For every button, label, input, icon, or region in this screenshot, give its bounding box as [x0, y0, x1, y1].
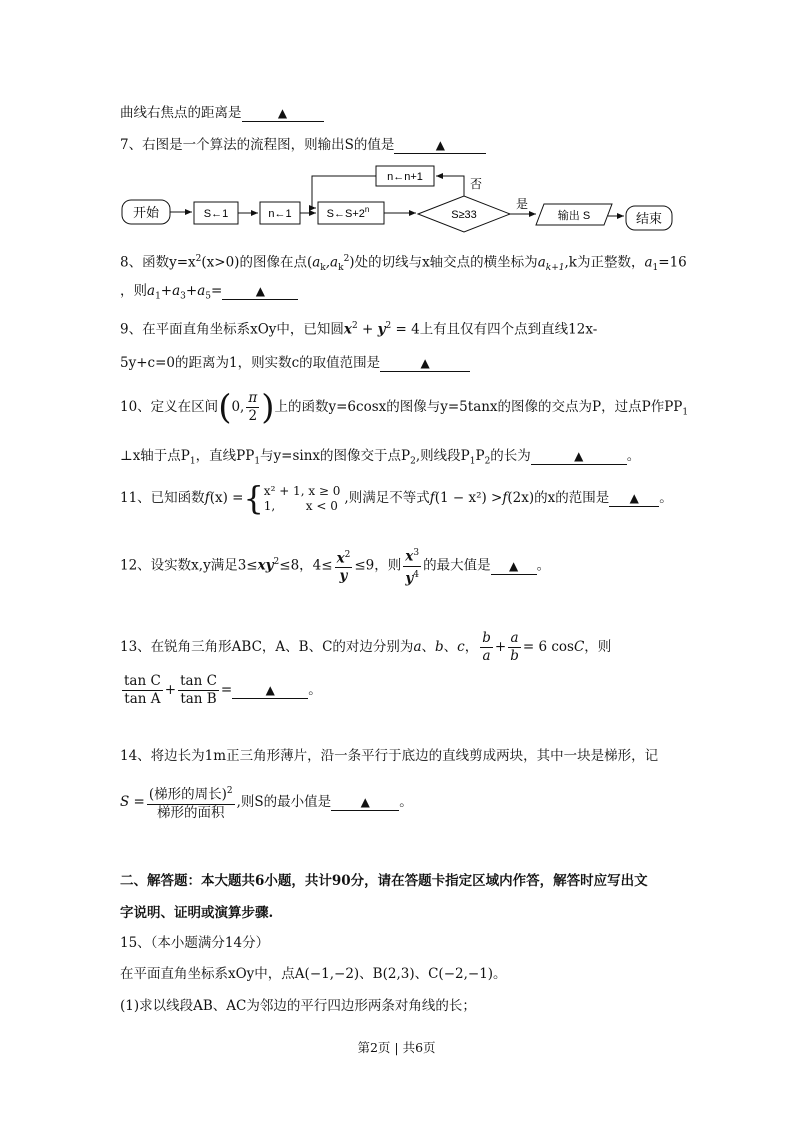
- triangle-icon: ▲: [435, 138, 445, 152]
- answer-blank[interactable]: [491, 558, 537, 575]
- q15-line1: 在平面直角坐标系xOy中，点A(−1,−2)、B(2,3)、C(−2,−1)。: [120, 966, 507, 982]
- q6-tail: 曲线右焦点的距离是 ▲: [120, 103, 324, 123]
- triangle-icon: ▲: [420, 356, 430, 370]
- triangle-icon: ▲: [574, 449, 584, 463]
- n-update-label: n←n+1: [387, 171, 423, 183]
- triangle-icon: ▲: [629, 491, 639, 505]
- end-label: 结束: [635, 211, 663, 226]
- output-label: 输出 S: [557, 210, 591, 222]
- answer-blank[interactable]: [531, 448, 627, 465]
- start-label: 开始: [132, 205, 160, 220]
- section2-heading-line2: 字说明、证明或演算步骤.: [120, 905, 274, 921]
- section2-heading: 二、解答题：本大题共6小题，共计90分，请在答题卡指定区域内作答，解答时应写出文: [120, 873, 648, 889]
- fraction: $\frac{x^3}{y^4}$: [403, 545, 421, 587]
- fraction: $\frac{a}{b}$: [510, 630, 519, 664]
- triangle-icon: ▲: [508, 558, 519, 573]
- answer-blank[interactable]: [380, 355, 470, 372]
- q14-line2: S = $\frac{(梯形的周长)^2}{\text{梯形的面积}}$ ,则S的最小值是 ▲ 。: [120, 780, 413, 824]
- answer-blank[interactable]: [242, 105, 324, 122]
- q13: 13、在锐角三角形ABC，A、B、C的对边分别为a、b、c， $\frac{b}{a}$ + $\frac{a}{b}$ = 6 cosC，则: [120, 630, 612, 664]
- q9-line2: 5y+c=0的距离为1，则实数c的取值范围是 ▲: [120, 353, 470, 373]
- condition-label: S≥33: [451, 209, 477, 221]
- q7: 7、右图是一个算法的流程图，则输出S的值是 ▲: [120, 135, 486, 155]
- q9: 9、在平面直角坐标系xOy中，已知圆$x^2 + y^2 = 4$上有且仅有四个点到直线12x-: [120, 321, 598, 338]
- answer-blank[interactable]: [222, 283, 298, 300]
- triangle-icon: ▲: [360, 795, 370, 809]
- no-label: 否: [469, 177, 483, 191]
- fraction: $\frac{b}{a}$: [482, 630, 491, 664]
- triangle-icon: ▲: [265, 683, 275, 697]
- fraction: $\frac{(梯形的周长)^2}{\text{梯形的面积}}$: [147, 783, 235, 822]
- q15-header: 15、（本小题满分14分）: [120, 935, 270, 951]
- fraction: $\frac{\pi}{2}$: [248, 390, 258, 424]
- yes-label: 是: [515, 197, 529, 211]
- fraction: $\frac{\text{tan C}}{\text{tan B}}$: [180, 673, 217, 707]
- q11: 11、已知函数f(x) ={ x² + 1, x ≥ 0 1, x < 0 ,则满足不等式f(1 − x²) >f(2x)的x的范围是 ▲ 。: [120, 479, 673, 518]
- triangle-icon: ▲: [255, 284, 265, 298]
- answer-blank[interactable]: [232, 682, 308, 699]
- q15-line2: (1)求以线段AB、AC为邻边的平行四边形两条对角线的长；: [120, 998, 476, 1014]
- flowchart: [118, 162, 678, 240]
- n-init-label: n←1: [268, 208, 292, 220]
- q13-line2: $\frac{\text{tan C}}{\text{tan A}}$ + $\frac{\text{tan C}}{\text{tan B}}$ = ▲ 。: [124, 673, 322, 707]
- fraction: $\frac{x^2}{y}$: [335, 547, 353, 586]
- q10-line2: ⊥x轴于点$P_1$，直线$PP_1$与y=sinx的图像交于点$P_2$,则线段$P_1P_2$的长为 ▲ 。: [120, 448, 641, 467]
- answer-blank[interactable]: [609, 490, 659, 507]
- q10: 10、定义在区间(0, $\frac{\pi}{2}$ )上的函数y=6cosx的图像与y=5tanx的图像的交点为P，过点P作$PP_1$: [120, 387, 689, 428]
- s-init-label: S←1: [203, 208, 229, 220]
- answer-blank[interactable]: [331, 794, 399, 811]
- q14: 14、将边长为1m正三角形薄片，沿一条平行于底边的直线剪成两块，其中一块是梯形，记: [120, 748, 659, 764]
- page-footer: 第2页 | 共6页: [357, 1040, 436, 1055]
- s-update-label: $S\leftarrow S+2^n$: [326, 205, 370, 220]
- triangle-icon: ▲: [277, 106, 288, 120]
- answer-blank[interactable]: [394, 137, 486, 154]
- piecewise-cases: x² + 1, x ≥ 0 1, x < 0: [263, 483, 341, 513]
- q8: 8、函数$y=x^2(x>0)$的图像在点$(a_k,a_k^2)$处的切线与x轴交点的横坐标为$a_{k+1},k$为正整数，$a_1=16$: [120, 254, 687, 274]
- fraction: $\frac{\text{tan C}}{\text{tan A}}$: [124, 673, 161, 707]
- q8-line2: ，则$a_1+a_3+a_5=$ ▲: [120, 281, 298, 307]
- q12: 12、设实数x,y满足$3\le xy^2\le 8$，4≤ $\frac{x^2}{y}$ ≤9，则 $\frac{x^3}{y^4}$ 的最大值是 ▲ 。: [120, 540, 550, 588]
